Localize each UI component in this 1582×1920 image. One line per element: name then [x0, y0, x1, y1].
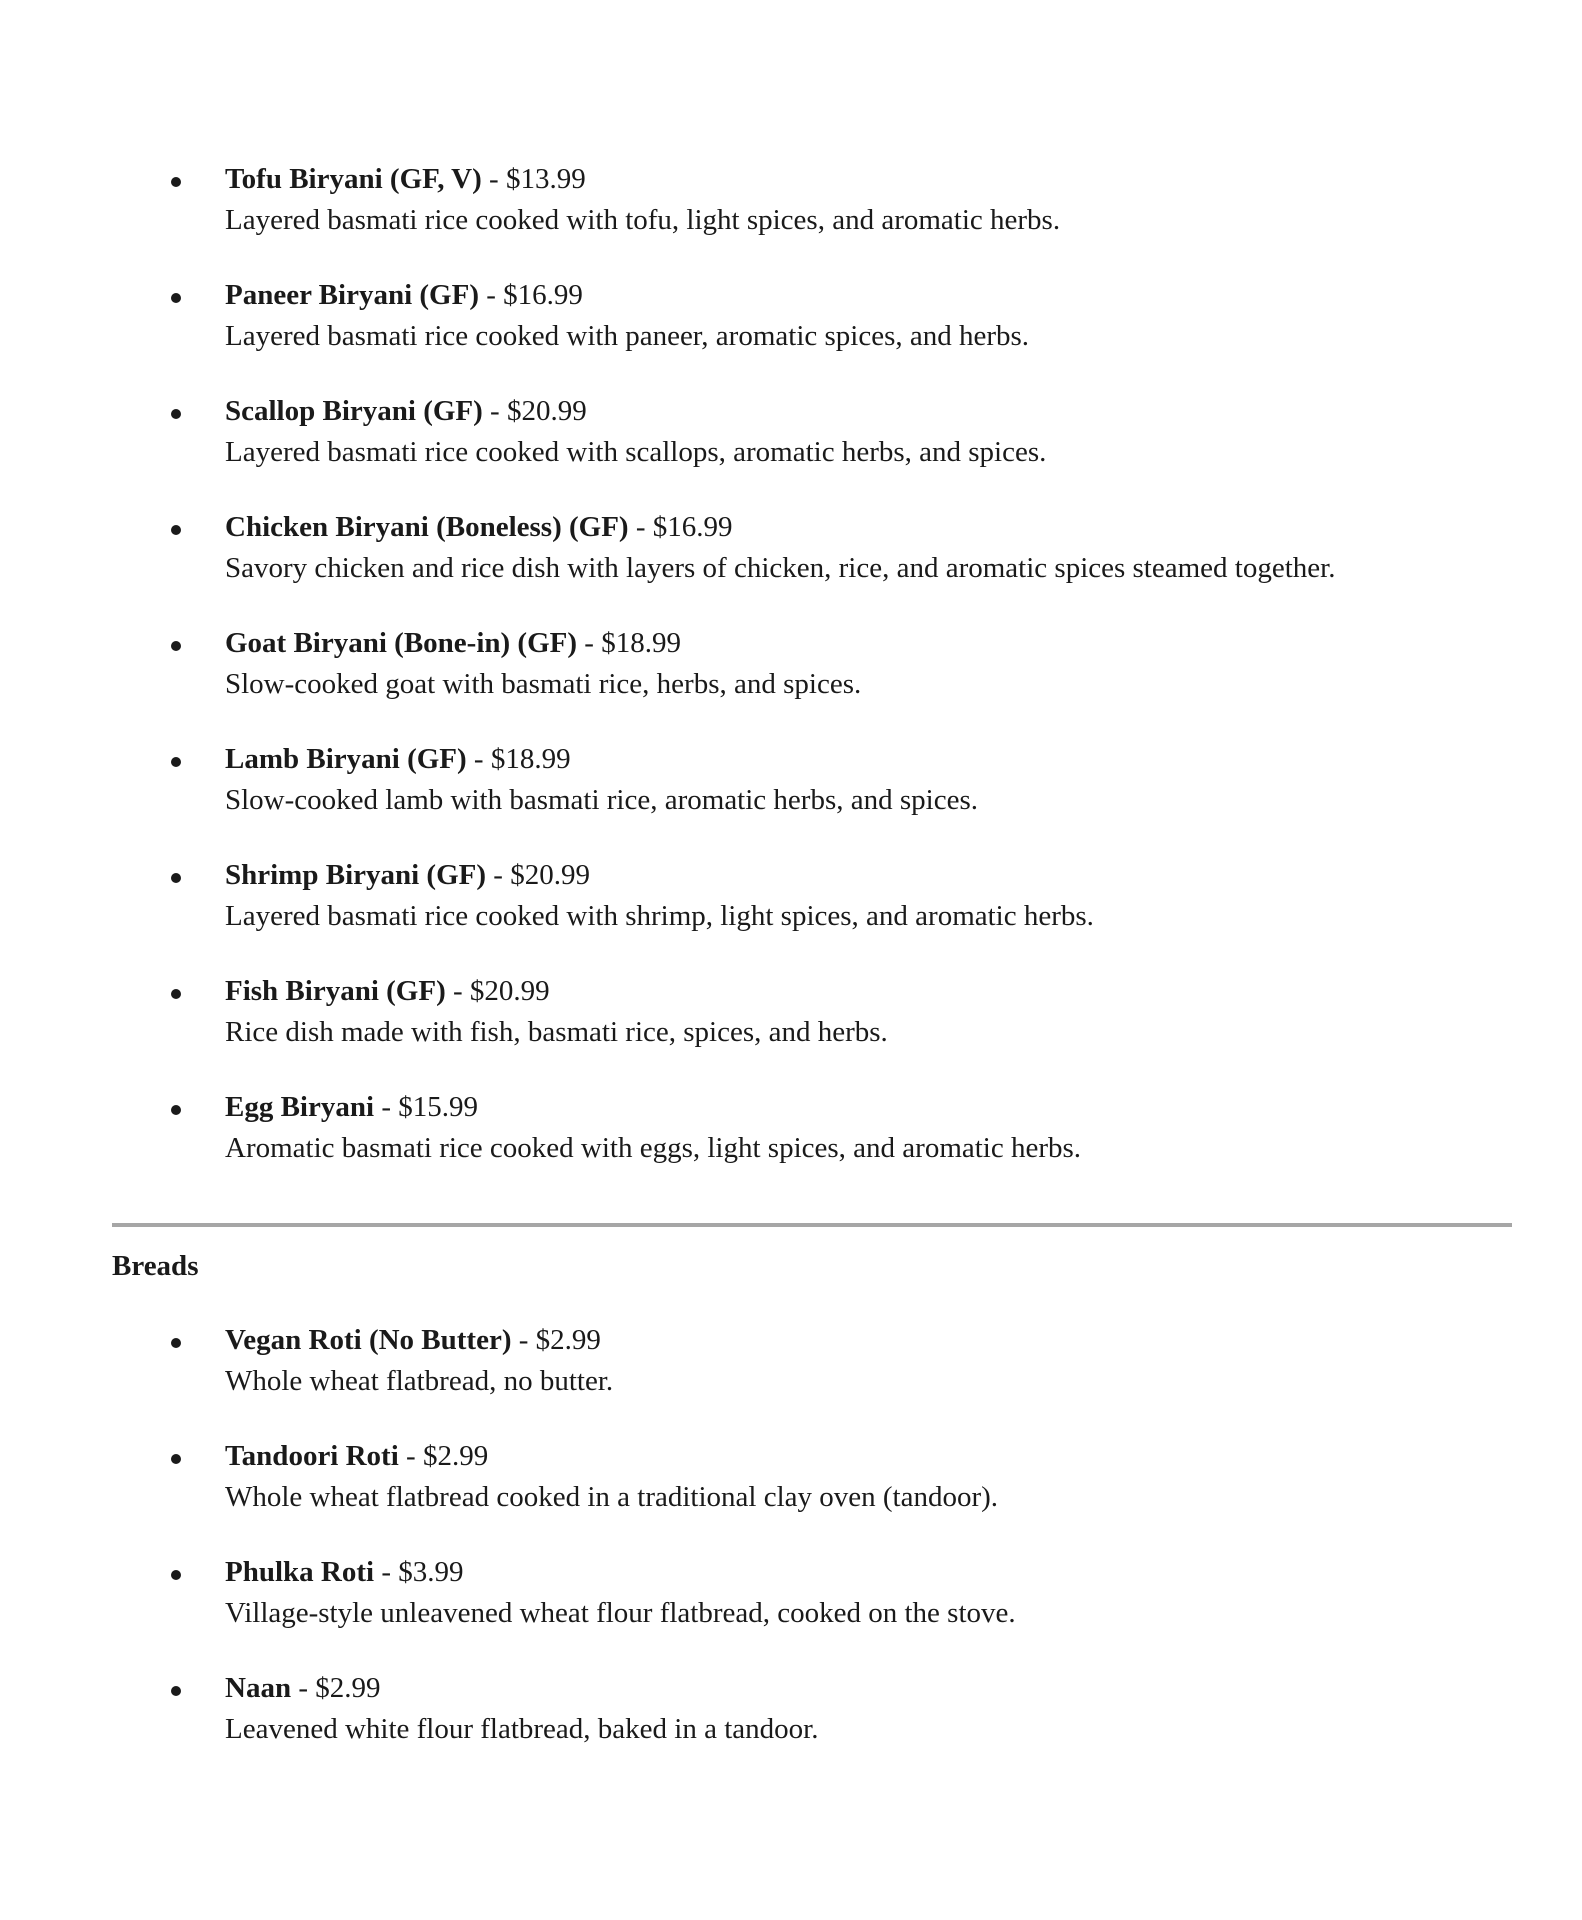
bullet-icon	[171, 757, 181, 767]
item-title-line	[225, 971, 1525, 1012]
item-name: Goat Biryani (Bone-in) (GF)	[225, 627, 578, 659]
item-price: $13.99	[505, 163, 586, 195]
item-name: Egg Biryani	[225, 1091, 375, 1123]
menu-item-egg-biryani	[225, 1087, 1525, 1203]
item-name: Fish Biryani (GF)	[225, 975, 446, 1007]
bullet-icon	[171, 409, 181, 419]
item-name: Shrimp Biryani (GF)	[225, 859, 487, 891]
breads-list	[225, 1320, 1525, 1784]
bullet-icon	[171, 1454, 181, 1464]
menu-item-goat-biryani	[225, 623, 1525, 739]
item-separator: -	[628, 511, 653, 543]
bullet-icon	[171, 989, 181, 999]
menu-item-chicken-biryani	[225, 507, 1525, 623]
item-separator: -	[466, 743, 491, 775]
item-price: $2.99	[535, 1324, 601, 1356]
item-separator: -	[291, 1672, 316, 1704]
menu-item-phulka-roti	[225, 1552, 1525, 1668]
menu-item-tandoori-roti	[225, 1436, 1525, 1552]
item-description: Whole wheat flatbread, no butter.	[225, 1365, 614, 1397]
item-description: Rice dish made with fish, basmati rice, spices, and herbs.	[225, 1016, 888, 1048]
bullet-icon	[171, 1338, 181, 1348]
item-price: $20.99	[469, 975, 550, 1007]
menu-item-scallop-biryani	[225, 391, 1525, 507]
item-separator: -	[511, 1324, 536, 1356]
bullet-icon	[171, 873, 181, 883]
item-name: Paneer Biryani (GF)	[225, 279, 479, 311]
item-price: $2.99	[422, 1440, 489, 1472]
item-title-line	[225, 1668, 1525, 1709]
item-price: $18.99	[601, 627, 681, 659]
item-name: Tandoori Roti	[225, 1440, 399, 1472]
item-separator: -	[374, 1091, 399, 1123]
item-description: Slow-cooked goat with basmati rice, herbs, and spices.	[225, 668, 862, 700]
item-separator: -	[398, 1440, 423, 1472]
menu-item-fish-biryani	[225, 971, 1525, 1087]
item-price: $3.99	[398, 1556, 464, 1588]
menu-item-vegan-roti	[225, 1320, 1525, 1436]
item-title-line	[225, 1552, 1525, 1593]
item-description: Layered basmati rice cooked with scallops, aromatic herbs, and spices.	[225, 436, 1047, 468]
item-separator: -	[482, 395, 507, 427]
item-price: $16.99	[652, 511, 733, 543]
item-price: $2.99	[315, 1672, 381, 1704]
item-price: $16.99	[503, 279, 583, 311]
menu-item-paneer-biryani	[225, 275, 1525, 391]
bullet-icon	[171, 1686, 181, 1696]
item-title-line	[225, 275, 1525, 316]
item-price: $20.99	[510, 859, 590, 891]
item-separator: -	[486, 859, 511, 891]
item-price: $15.99	[398, 1091, 478, 1123]
item-description: Aromatic basmati rice cooked with eggs, light spices, and aromatic herbs.	[225, 1132, 1082, 1164]
item-title-line	[225, 855, 1525, 896]
bullet-icon	[171, 1105, 181, 1115]
item-description: Layered basmati rice cooked with shrimp, light spices, and aromatic herbs.	[225, 900, 1094, 932]
bullet-icon	[171, 641, 181, 651]
bullet-icon	[171, 1570, 181, 1580]
item-description: Whole wheat flatbread cooked in a traditional clay oven (tandoor).	[225, 1481, 999, 1513]
item-description: Leavened white flour flatbread, baked in a tandoor.	[225, 1713, 819, 1745]
item-title-line	[225, 739, 1525, 780]
item-name: Vegan Roti (No Butter)	[225, 1324, 512, 1356]
item-title-line	[225, 1436, 1525, 1477]
menu-item-tofu-biryani	[225, 159, 1525, 275]
item-separator: -	[577, 627, 602, 659]
item-separator: -	[374, 1556, 399, 1588]
item-price: $18.99	[490, 743, 571, 775]
item-title-line	[225, 623, 1525, 664]
item-title-line	[225, 1320, 1525, 1361]
item-separator: -	[481, 163, 506, 195]
biryani-list	[225, 159, 1525, 1203]
item-name: Phulka Roti	[225, 1556, 375, 1588]
item-title-line	[225, 1087, 1525, 1128]
bullet-icon	[171, 293, 181, 303]
item-title-line	[225, 159, 1525, 200]
bullet-icon	[171, 525, 181, 535]
item-name: Tofu Biryani (GF, V)	[225, 163, 482, 195]
item-title-line	[225, 391, 1525, 432]
item-name: Chicken Biryani (Boneless) (GF)	[225, 511, 629, 543]
item-name: Scallop Biryani (GF)	[225, 395, 483, 427]
item-description: Layered basmati rice cooked with paneer, aromatic spices, and herbs.	[225, 320, 1030, 352]
menu-item-shrimp-biryani	[225, 855, 1525, 971]
item-name: Lamb Biryani (GF)	[225, 743, 467, 775]
item-title-line	[225, 507, 1525, 548]
item-price: $20.99	[506, 395, 587, 427]
item-description: Savory chicken and rice dish with layers of chicken, rice, and aromatic spices steamed together.	[225, 552, 1336, 584]
item-description: Slow-cooked lamb with basmati rice, aromatic herbs, and spices.	[225, 784, 978, 816]
item-separator: -	[478, 279, 504, 311]
item-description: Village-style unleavened wheat flour flatbread, cooked on the stove.	[225, 1597, 1016, 1629]
item-separator: -	[445, 975, 470, 1007]
menu-item-naan	[225, 1668, 1525, 1784]
menu-item-lamb-biryani	[225, 739, 1525, 855]
section-heading-breads: Breads	[112, 1250, 199, 1282]
item-description: Layered basmati rice cooked with tofu, light spices, and aromatic herbs.	[225, 204, 1061, 236]
bullet-icon	[171, 177, 181, 187]
section-divider	[112, 1223, 1512, 1227]
item-name: Naan	[225, 1672, 292, 1704]
